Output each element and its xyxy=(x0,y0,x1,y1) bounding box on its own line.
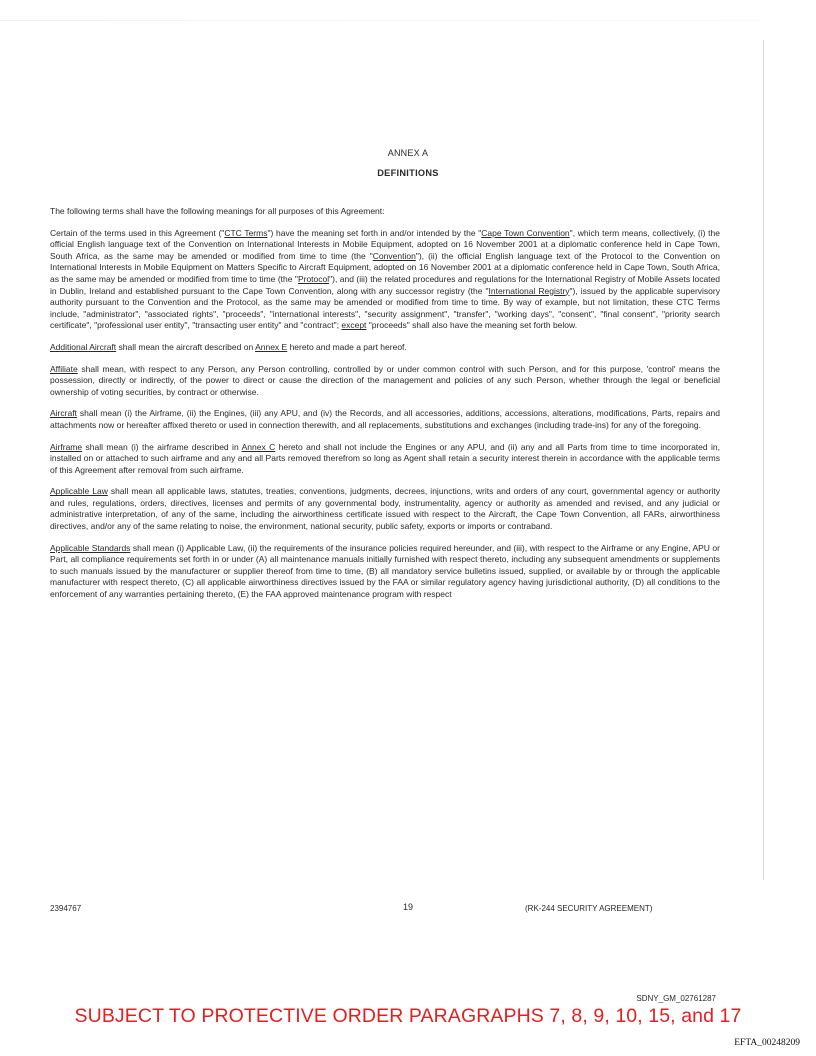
text-run: shall mean, with respect to any Person, any Person controlling, controlled by or under common control with such Person, and for this purpose, 'control' means the possession, directly or indirectly, of the power to direct or cause the direction of the management and policies of any such Person, whether through the legal or beneficial ownership of voting securities, by contract or otherwise. xyxy=(50,363,720,397)
affiliate-term: Affiliate xyxy=(50,363,78,374)
applicable-law-term: Applicable Law xyxy=(50,486,108,497)
intro-paragraph: The following terms shall have the following meanings for all purposes of this Agreement: xyxy=(50,206,385,216)
aircraft-term: Aircraft xyxy=(50,408,77,419)
bates-number: SDNY_GM_02761287 xyxy=(636,994,716,1003)
text-run: hereto and shall not include the Engines or any APU, and (ii) any and all Parts from time to time incorporated in, installed on or attached to such airframe and any and all Parts removed therefrom so long as Agent shall retain a security interest therein in accordance with the applicable terms of this Agreement after removal from such airframe. xyxy=(50,441,720,475)
text-run: shall mean (i) the Airframe, (ii) the Engines, (iii) any APU, and (iv) the Records, and all accessories, additions, accessions, alterations, modifications, Parts, repairs and attachments now or hereafter affixed thereto or used in connection therewith, and all replacements, substitutions and exchanges (including trade-ins) for any of the foregoing. xyxy=(50,408,720,430)
definitions-body xyxy=(50,206,720,611)
protocol-term: Protocol xyxy=(297,273,330,284)
footer-agreement-label: (RK-244 SECURITY AGREEMENT) xyxy=(525,904,653,913)
scan-artifact-line xyxy=(0,20,760,21)
cape-town-convention-term: Cape Town Convention xyxy=(481,227,570,238)
text-run: ", which term means, collectively, (i) the official English language text of the Convention on International Interests in Mobile Equipment, adopted on 16 November 2001 at a diplomatic conference held in Cape Town, South Africa, as the same may be amended or modified from time to time (the " xyxy=(50,227,720,261)
annex-c-reference: Annex C xyxy=(241,441,276,452)
text-run: Certain of the terms used in this Agreement (" xyxy=(50,227,225,238)
text-run: "), (ii) the official English language text of the Protocol to the Convention on International Interests in Mobile Equipment on Matters Specific to Aircraft Equipment, adopted on 16 November 2001 at a diplomatic conference held in Cape Town, South Africa, as the same may be amended or modified from time to time (the " xyxy=(50,250,720,284)
airframe-term: Airframe xyxy=(50,441,83,452)
applicable-standards-definition xyxy=(50,543,720,601)
text-run: "), issued by the applicable supervisory authority pursuant to the Convention and the Protocol, as the same may be amended or modified from time to time. By way of example, but not limitation, these CTC Terms include, "administrator", "associated rights", "proceeds", "international interests", "security assignment", "transfer", "working days", "consent", "final consent", "priority search certificate", "professional user entity", "transacting user entity" and "contract"; xyxy=(50,285,720,331)
ctc-terms-term: CTC Terms xyxy=(224,227,268,238)
text-run: shall mean (i) the airframe described in xyxy=(82,441,242,452)
additional-aircraft-definition xyxy=(50,342,720,354)
annex-e-reference: Annex E xyxy=(255,341,288,352)
text-run: ") have the meaning set forth in and/or intended by the " xyxy=(267,227,482,238)
efta-id: EFTA_00248209 xyxy=(734,1038,800,1048)
text-run: shall mean the aircraft described on xyxy=(116,341,256,352)
page-edge-line xyxy=(763,40,764,880)
ctc-terms-paragraph xyxy=(50,228,720,332)
annex-label: ANNEX A xyxy=(387,148,429,158)
applicable-law-definition xyxy=(50,486,720,532)
except-term: except xyxy=(341,320,367,331)
footer-doc-number: 2394767 xyxy=(50,904,82,913)
additional-aircraft-term: Additional Aircraft xyxy=(50,341,117,352)
text-run: "proceeds" shall also have the meaning set forth below. xyxy=(366,320,578,331)
footer-page-number: 19 xyxy=(402,902,413,912)
aircraft-definition xyxy=(50,408,720,431)
protective-order-notice: SUBJECT TO PROTECTIVE ORDER PARAGRAPHS 7, 8, 9, 10, 15, and 17 xyxy=(74,1005,742,1027)
text-run: shall mean all applicable laws, statutes, treaties, conventions, judgments, decrees, injunctions, writs and orders of any court, governmental agency or authority and rules, regulations, orders, directives, licenses and permits of any governmental body, instrumentality, agency or authority as amended and revised, and any judicial or administrative interpretation, of any of the same, including the airworthiness certificate issued with respect to the Aircraft, the Cape Town Convention, all FARs, airworthiness directives, and/or any of the same relating to noise, the environment, national security, public safety, exports or imports or contraband. xyxy=(50,486,720,532)
section-title: DEFINITIONS xyxy=(377,168,439,178)
applicable-standards-term: Applicable Standards xyxy=(50,542,131,553)
text-run: hereto and made a part hereof. xyxy=(287,341,407,352)
airframe-definition xyxy=(50,442,720,477)
convention-term: Convention xyxy=(372,250,416,261)
text-run: shall mean (i) Applicable Law, (ii) the requirements of the insurance policies required hereunder, and (iii), with respect to the Airframe or any Engine, APU or Part, all compliance requirements set forth in or under (A) all maintenance manuals initially furnished with respect thereto, including any subsequent amendments or supplements to such manuals issued by the manufacturer or supplier thereof from time to time, (B) all mandatory service bulletins issued, supplied, or available by or through the applicable manufacturer with respect thereto, (C) all applicable airworthiness directives issued by the FAA or similar regulatory agency having jurisdictional authority, (D) all conditions to the enforcement of any warranties pertaining thereto, (E) the FAA approved maintenance program with respect xyxy=(50,542,720,600)
affiliate-definition xyxy=(50,364,720,399)
text-run: "), and (iii) the related procedures and regulations for the International Registry of Mobile Assets located in Dublin, Ireland and established pursuant to the Cape Town Convention, along with any successor registry (the " xyxy=(50,273,720,296)
international-registry-term: International Registry xyxy=(488,285,570,296)
